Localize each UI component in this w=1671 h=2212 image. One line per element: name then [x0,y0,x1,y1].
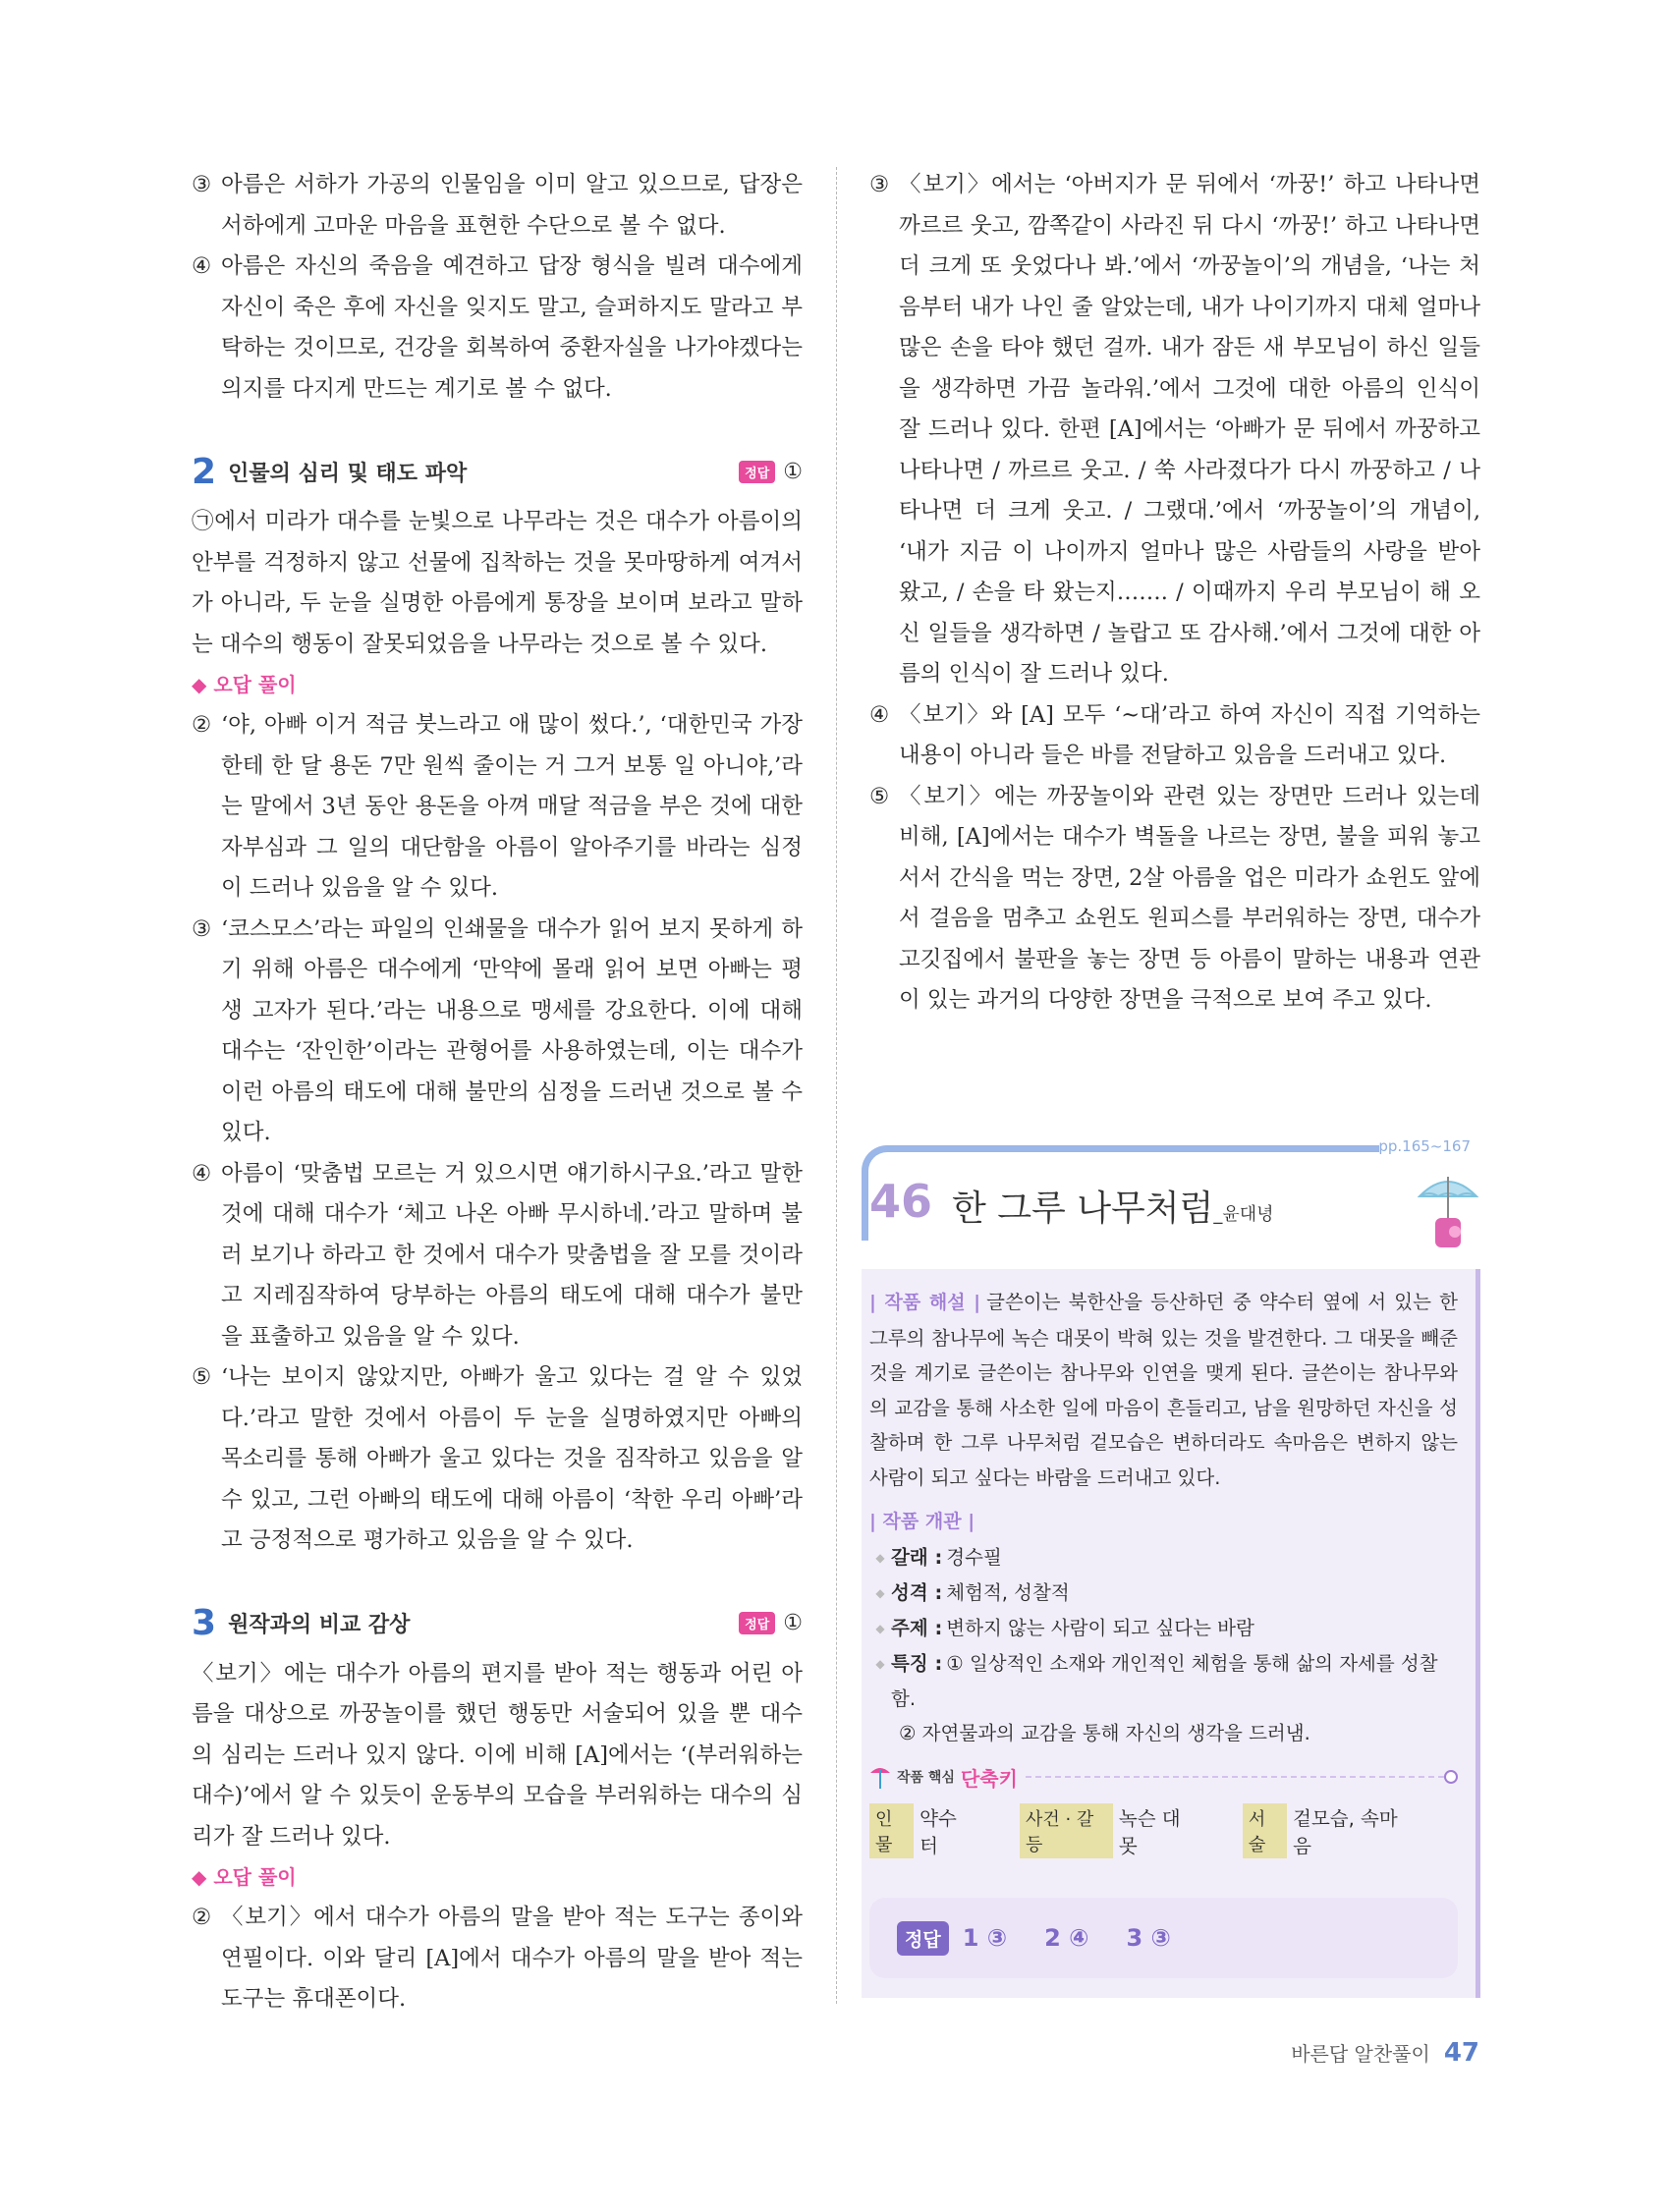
key-item: 사건 · 갈등 녹슨 대못 [1020,1803,1196,1858]
answer-item: 1 ③ [962,1924,1008,1952]
page-footer [1291,2038,1479,2068]
list-item: ② 〈보기〉에서 대수가 아름의 말을 받아 적는 도구는 종이와 연필이다. 이와 달리 [A]에서 대수가 아름의 말을 받아 적는 도구는 휴대폰이다. [192,1905,803,2012]
list-item: ⑤ ‘나는 보이지 않았지만, 아빠가 울고 있다는 걸 알 수 있었다.’라고 말한 것에서 아름이 두 눈을 실명하였지만 아빠의 목소리를 통해 아빠가 울고 있다는 것을 짐작하고 있음을 알 수 있고, 그런 아빠의 태도에 대해 아름이 ‘착한 우리 아빠’라고 긍정적으로 평가하고 있음을 알 수 있다. [192,1364,803,1553]
overview-item: ◆ 주제 : 변하지 않는 사람이 되고 싶다는 바람 [869,1611,1458,1646]
key-summary [869,1803,1458,1858]
work-number: 46 [869,1175,933,1228]
commentary-label: | 작품 해설 | [869,1292,981,1313]
answer-badge: 정답 [739,461,775,483]
shortcut-big-label: 단축키 [960,1766,1018,1791]
column-divider [836,167,837,2004]
key-item: 인물 약수터 [869,1803,973,1858]
list-item: ④ 아름이 ‘맞춤법 모르는 거 있으시면 얘기하시구요.’라고 말한 것에 대해 대수가 ‘체고 나온 아빠 무시하네.’라고 말하며 불러 보기나 하라고 한 것에서 대수가 맞춤법을 잘 모를 것이라고 지레짐작하여 당부하는 아름의 태도에 대해 대수가 불만을 표출하고 있음을 알 수 있다. [192,1160,803,1350]
page-range: pp.165~167 [1378,1137,1471,1155]
wrong-answer-heading: ◆ 오답 풀이 [192,673,297,696]
answers-box [869,1898,1458,1978]
list-item: ④ 아름은 자신의 죽음을 예견하고 답장 형식을 빌려 대수에게 자신이 죽은 후에 자신을 잊지도 말고, 슬퍼하지도 말라고 부탁하는 것이므로, 건강을 회복하여 중환자실을 나가야겠다는 의지를 다지게 만드는 계기로 볼 수 없다. [192,253,803,402]
umbrella-icon [1416,1167,1480,1249]
section-2-body: ㉠에서 미라가 대수를 눈빛으로 나무라는 것은 대수가 아름이의 안부를 걱정하지 않고 선물에 집착하는 것을 못마땅하게 여겨서가 아니라, 두 눈을 실명한 아름에게 통장을 보이며 보라고 말하는 대수의 행동이 잘못되었음을 나무라는 것으로 볼 수 있다. [192,509,803,657]
answer-value: ① [783,1611,803,1635]
answer-item: 3 ③ [1126,1924,1171,1952]
section-3-header [192,1601,803,1646]
answers-badge: 정답 [897,1921,949,1956]
dashed-line [1026,1776,1444,1778]
commentary: | 작품 해설 | 글쓴이는 북한산을 등산하던 중 약수터 옆에 서 있는 한 그루의 참나무에 녹슨 대못이 박혀 있는 것을 발견한다. 그 대못을 빼준 것을 계기로 글쓴이는 참나무와 인연을 맺게 된다. 글쓴이는 참나무와의 교감을 통해 사소한 일에 마음이 흔들리고, 남을 원망하던 자신을 성찰하며 한 그루 나무처럼 겉모습은 변하더라도 속마음은 변하지 않는 사람이 되고 싶다는 바람을 드러내고 있다. [869,1291,1458,1489]
answer-item: 2 ④ [1044,1924,1089,1952]
work-info-box [862,1137,1480,1998]
wrong-answer-heading: ◆ 오답 풀이 [192,1865,297,1889]
overview-continuation: 함. [891,1687,917,1710]
dot-marker [1444,1770,1458,1784]
list-item: ③ ‘코스모스’라는 파일의 인쇄물을 대수가 읽어 보지 못하게 하기 위해 아름은 대수에게 ‘만약에 몰래 읽어 보면 아빠는 평생 고자가 된다.’라는 내용으로 맹세를 강요한다. 이에 대해 대수는 ‘잔인한’이라는 관형어를 사용하였는데, 이는 대수가 이런 아름의 태도에 대해 불만의 심정을 드러낸 것으로 볼 수 있다. [192,915,803,1145]
left-column [192,165,803,2020]
section-number: 3 [192,1603,217,1643]
list-item: ⑤ 〈보기〉에는 까꿍놀이와 관련 있는 장면만 드러나 있는데 비해, [A]에서는 대수가 벽돌을 나르는 장면, 불을 피워 놓고 서서 간식을 먹는 장면, 2살 아름을 업은 미라가 쇼윈도 앞에서 걸음을 멈추고 쇼윈도 원피스를 부러워하는 장면, 대수가 고깃집에서 불판을 놓는 장면 등 아름이 말하는 내용과 연관이 있는 과거의 다양한 장면을 극적으로 보여 주고 있다. [869,783,1480,1013]
bullet-icon: ◆ [875,1586,885,1600]
overview-label: | 작품 개관 | [869,1511,975,1532]
section-title: 인물의 심리 및 태도 파악 [228,461,468,486]
answer-badge: 정답 [739,1612,775,1634]
bullet-icon: ◆ [875,1657,885,1671]
intro-list [192,165,803,410]
section-number: 2 [192,451,217,492]
cocktail-umbrella-icon [869,1763,891,1791]
bullet-icon: ◆ [875,1551,885,1565]
overview-item: ◆ 특징 : ① 일상적인 소재와 개인적인 체험을 통해 삶의 자세를 성찰 [869,1646,1458,1682]
key-item: 서술 겉모습, 속마음 [1243,1803,1411,1858]
list-item: ④ 〈보기〉와 [A] 모두 ‘~대’라고 하여 자신이 직접 기억하는 내용이 아니라 들은 바를 전달하고 있음을 드러내고 있다. [869,701,1480,768]
work-card [862,1269,1480,1998]
list-item: ② ‘야, 아빠 이거 적금 붓느라고 애 많이 썼다.’, ‘대한민국 가장한테 한 달 용돈 7만 원씩 줄이는 거 그거 보통 일 아니야,’라는 말에서 3년 동안 용돈을 아껴 매달 적금을 부은 것에 대한 자부심과 그 일의 대단함을 아름이 알아주기를 바라는 심정이 드러나 있음을 알 수 있다. [192,712,803,901]
section-3-body: 〈보기〉에는 대수가 아름의 편지를 받아 적는 행동과 어린 아름을 대상으로 까꿍놀이를 했던 행동만 서술되어 있을 뿐 대수의 심리는 드러나 있지 않다. 이에 비해 [A]에서는 ‘(부러워하는 대수)’에서 알 수 있듯이 운동부의 모습을 부러워하는 대수의 심리가 잘 드러나 있다. [192,1660,803,1850]
list-item: ③ 아름은 서하가 가공의 인물임을 이미 알고 있으므로, 답장은 서하에게 고마운 마음을 표현한 수단으로 볼 수 없다. [192,172,803,239]
overview-extra: ② 자연물과의 교감을 통해 자신의 생각을 드러냄. [899,1722,1310,1744]
work-title: 한 그루 나무처럼_윤대녕 [952,1189,1274,1229]
footer-label: 바른답 알찬풀이 [1291,2042,1430,2066]
section-2-header [192,449,803,494]
overview-item: ◆ 갈래 : 경수필 [869,1540,1458,1576]
section-2-items [192,705,803,1562]
answer-value: ① [783,459,803,484]
shortcut-small-label: 작품 핵심 [897,1770,955,1786]
section-title: 원작과의 비교 감상 [228,1613,411,1637]
key-tag: 인물 [869,1803,914,1858]
list-item: ③ 〈보기〉에서는 ‘아버지가 문 뒤에서 ‘까꿍!’ 하고 나타나면 까르르 웃고, 깜쪽같이 사라진 뒤 다시 ‘까꿍!’ 하고 나타나면 더 크게 또 웃었다나 봐.’에서 ‘까꿍놀이’의 개념을, ‘나는 처음부터 내가 나인 줄 알았는데, 내가 나이기까지 대체 얼마나 많은 손을 타야 했던 걸까. 내가 잠든 새 부모님이 하신 일들을 생각하면 가끔 놀라워.’에서 그것에 대한 아름의 인식이 잘 드러나 있다. 한편 [A]에서는 ‘아빠가 문 뒤에서 까꿍하고 나타나면 / 까르르 웃고. / 쑥 사라졌다가 다시 까꿍하고 / 나타나면 더 크게 웃고. / 그랬대.’에서 ‘까꿍놀이’의 개념이, ‘내가 지금 이 나이까지 얼마나 많은 사람들의 사랑을 받아 왔고, / 손을 타 왔는지……. / 이때까지 우리 부모님이 해 오신 일들을 생각하면 / 놀랍고 또 감사해.’에서 그것에 대한 아름의 인식이 잘 드러나 있다. [869,172,1480,687]
bullet-icon: ◆ [875,1622,885,1635]
key-tag: 사건 · 갈등 [1020,1803,1113,1858]
work-author: _윤대녕 [1213,1204,1274,1225]
work-title-row [862,1137,1480,1265]
right-column [869,165,1480,1022]
overview-item: ◆ 성격 : 체험적, 성찰적 [869,1576,1458,1611]
key-tag: 서술 [1243,1803,1287,1858]
shortcut-header [869,1762,1458,1792]
page-number: 47 [1443,2038,1479,2068]
